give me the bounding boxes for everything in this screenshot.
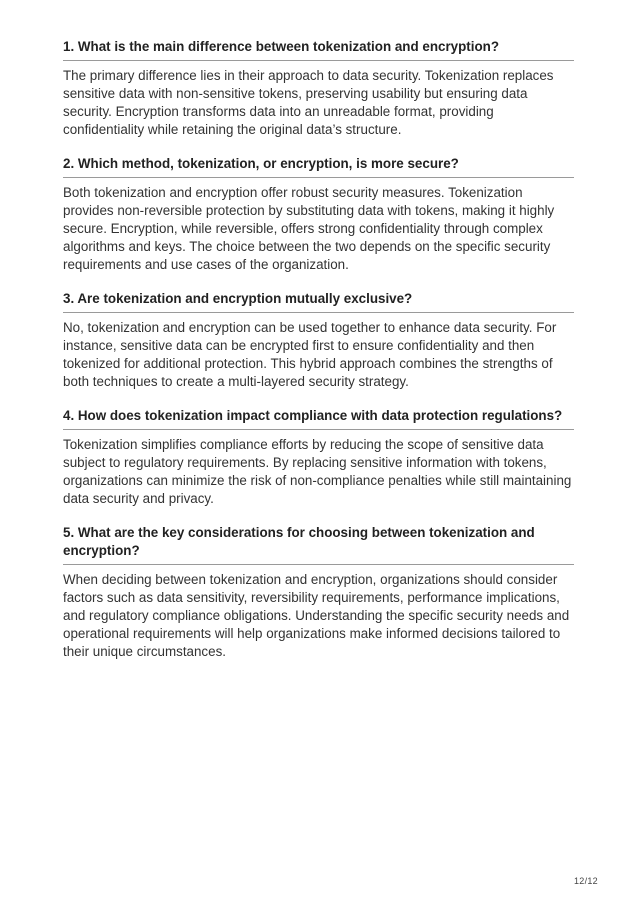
faq-answer: The primary difference lies in their approach to data security. Tokenization replaces sensitive data with non-sensitive tokens, preserving usability but ensuring data security. Encryption transforms data into an unreadable format, providing confidentiality while retaining the original data’s structure. — [63, 68, 554, 137]
faq-item-5 — [63, 524, 574, 661]
faq-answer: Tokenization simplifies compliance efforts by reducing the scope of sensitive data subject to regulatory requirements. By replacing sensitive information with tokens, organizations can minimize the risk of non-compliance penalties while still maintaining data security and privacy. — [63, 437, 572, 506]
faq-item-3 — [63, 290, 574, 391]
faq-question: 5. What are the key considerations for choosing between tokenization and encryption? — [63, 524, 574, 565]
faq-item-1 — [63, 38, 574, 139]
faq-item-2 — [63, 155, 574, 274]
page-number: 12/12 — [573, 876, 598, 886]
faq-item-4 — [63, 407, 574, 508]
faq-answer: No, tokenization and encryption can be used together to enhance data security. For instance, sensitive data can be encrypted first to ensure confidentiality and then tokenized for additional protection. This hybrid approach combines the strengths of both techniques to create a multi-layered security strategy. — [63, 320, 557, 389]
faq-document — [63, 38, 574, 677]
faq-answer: Both tokenization and encryption offer robust security measures. Tokenization provides non-reversible protection by substituting data with tokens, making it highly secure. Encryption, while reversible, offers strong confidentiality through complex algorithms and keys. The choice between the two depends on the specific security requirements and use cases of the organization. — [63, 185, 555, 272]
faq-question: 4. How does tokenization impact compliance with data protection regulations? — [63, 407, 574, 430]
faq-question: 1. What is the main difference between tokenization and encryption? — [63, 38, 574, 61]
faq-answer: When deciding between tokenization and encryption, organizations should consider factors such as data sensitivity, reversibility requirements, performance implications, and regulatory compliance obligations. Understanding the specific security needs and operational requirements will help organizations make informed decisions tailored to their unique circumstances. — [63, 572, 570, 659]
faq-question: 2. Which method, tokenization, or encryption, is more secure? — [63, 155, 574, 178]
faq-question: 3. Are tokenization and encryption mutually exclusive? — [63, 290, 574, 313]
